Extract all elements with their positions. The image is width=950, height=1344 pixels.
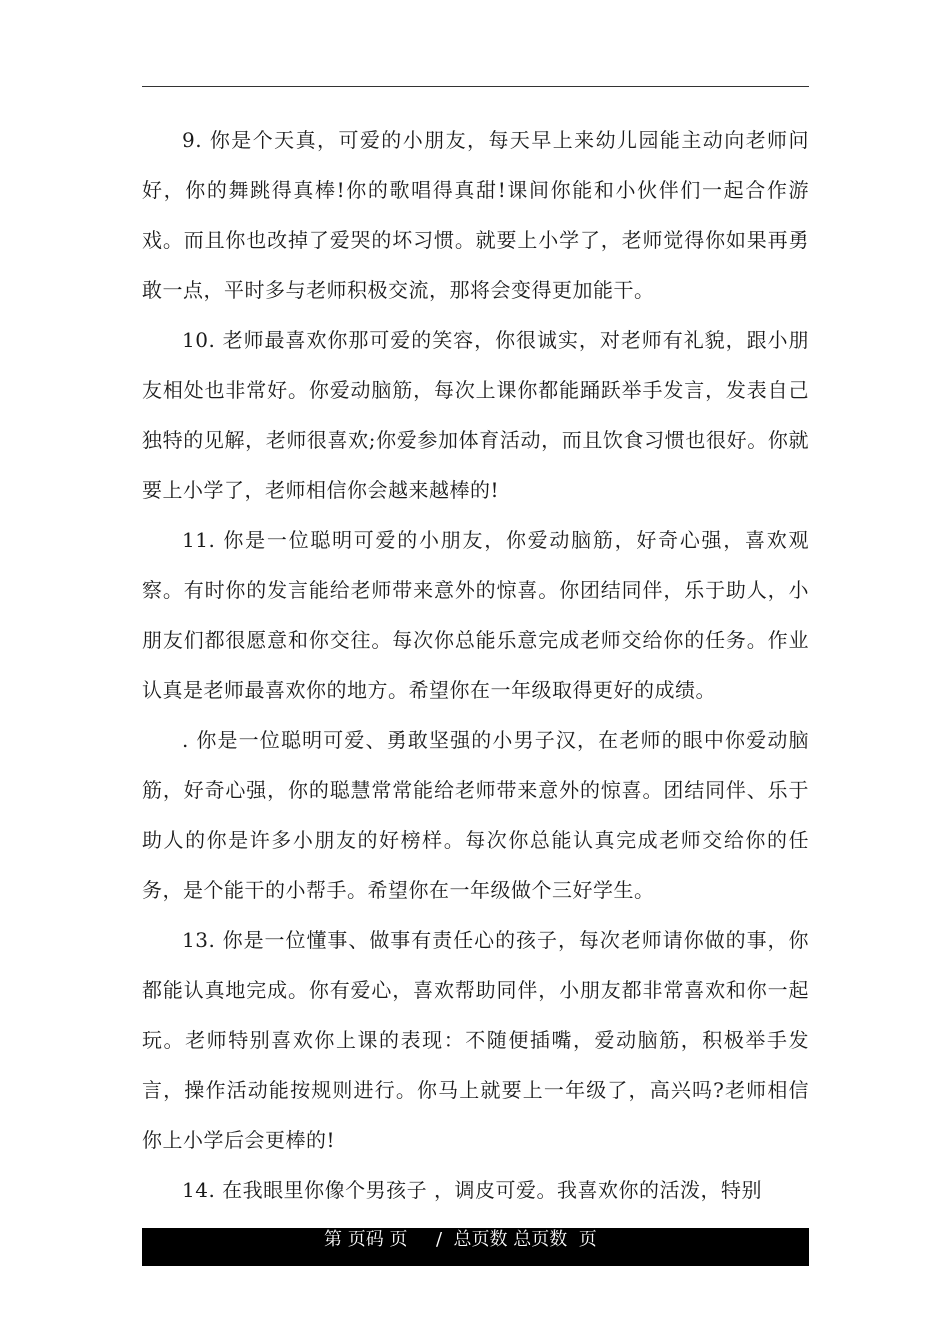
document-body [142, 115, 809, 1215]
paragraph-12: . 你是一位聪明可爱、勇敢坚强的小男子汉，在老师的眼中你爱动脑筋，好奇心强，你的聪慧常常能给老师带来意外的惊喜。团结同伴、乐于助人的你是许多小朋友的好榜样。每次你总能认真完成老师交给你的任务，是个能干的小帮手。希望你在一年级做个三好学生。 [142, 728, 809, 902]
paragraph-9: 9. 你是个天真，可爱的小朋友，每天早上来幼儿园能主动向老师问好，你的舞跳得真棒!你的歌唱得真甜!课间你能和小伙伴们一起合作游戏。而且你也改掉了爱哭的坏习惯。就要上小学了，老师觉得你如果再勇敢一点，平时多与老师积极交流，那将会变得更加能干。 [142, 128, 809, 302]
page-number-text: 第 页码 页 / 总页数 总页数 页 [324, 1229, 597, 1250]
paragraph-13: 13. 你是一位懂事、做事有责任心的孩子，每次老师请你做的事，你都能认真地完成。你有爱心，喜欢帮助同伴，小朋友都非常喜欢和你一起玩。老师特别喜欢你上课的表现：不随便插嘴，爱动脑筋，积极举手发言，操作活动能按规则进行。你马上就要上一年级了，高兴吗?老师相信你上小学后会更棒的! [142, 928, 809, 1152]
paragraph-14: 14. 在我眼里你像个男孩子 ，调皮可爱。我喜欢你的活泼，特别 [182, 1178, 763, 1202]
paragraph-11: 11. 你是一位聪明可爱的小朋友，你爱动脑筋，好奇心强，喜欢观察。有时你的发言能给老师带来意外的惊喜。你团结同伴，乐于助人，小朋友们都很愿意和你交往。每次你总能乐意完成老师交给你的任务。作业认真是老师最喜欢你的地方。希望你在一年级取得更好的成绩。 [142, 528, 809, 702]
header-rule [142, 86, 809, 87]
paragraph-10: 10. 老师最喜欢你那可爱的笑容，你很诚实，对老师有礼貌，跟小朋友相处也非常好。你爱动脑筋，每次上课你都能踊跃举手发言，发表自己独特的见解，老师很喜欢;你爱参加体育活动，而且饮食习惯也很好。你就要上小学了，老师相信你会越来越棒的! [142, 328, 809, 502]
page-footer [142, 1228, 809, 1266]
